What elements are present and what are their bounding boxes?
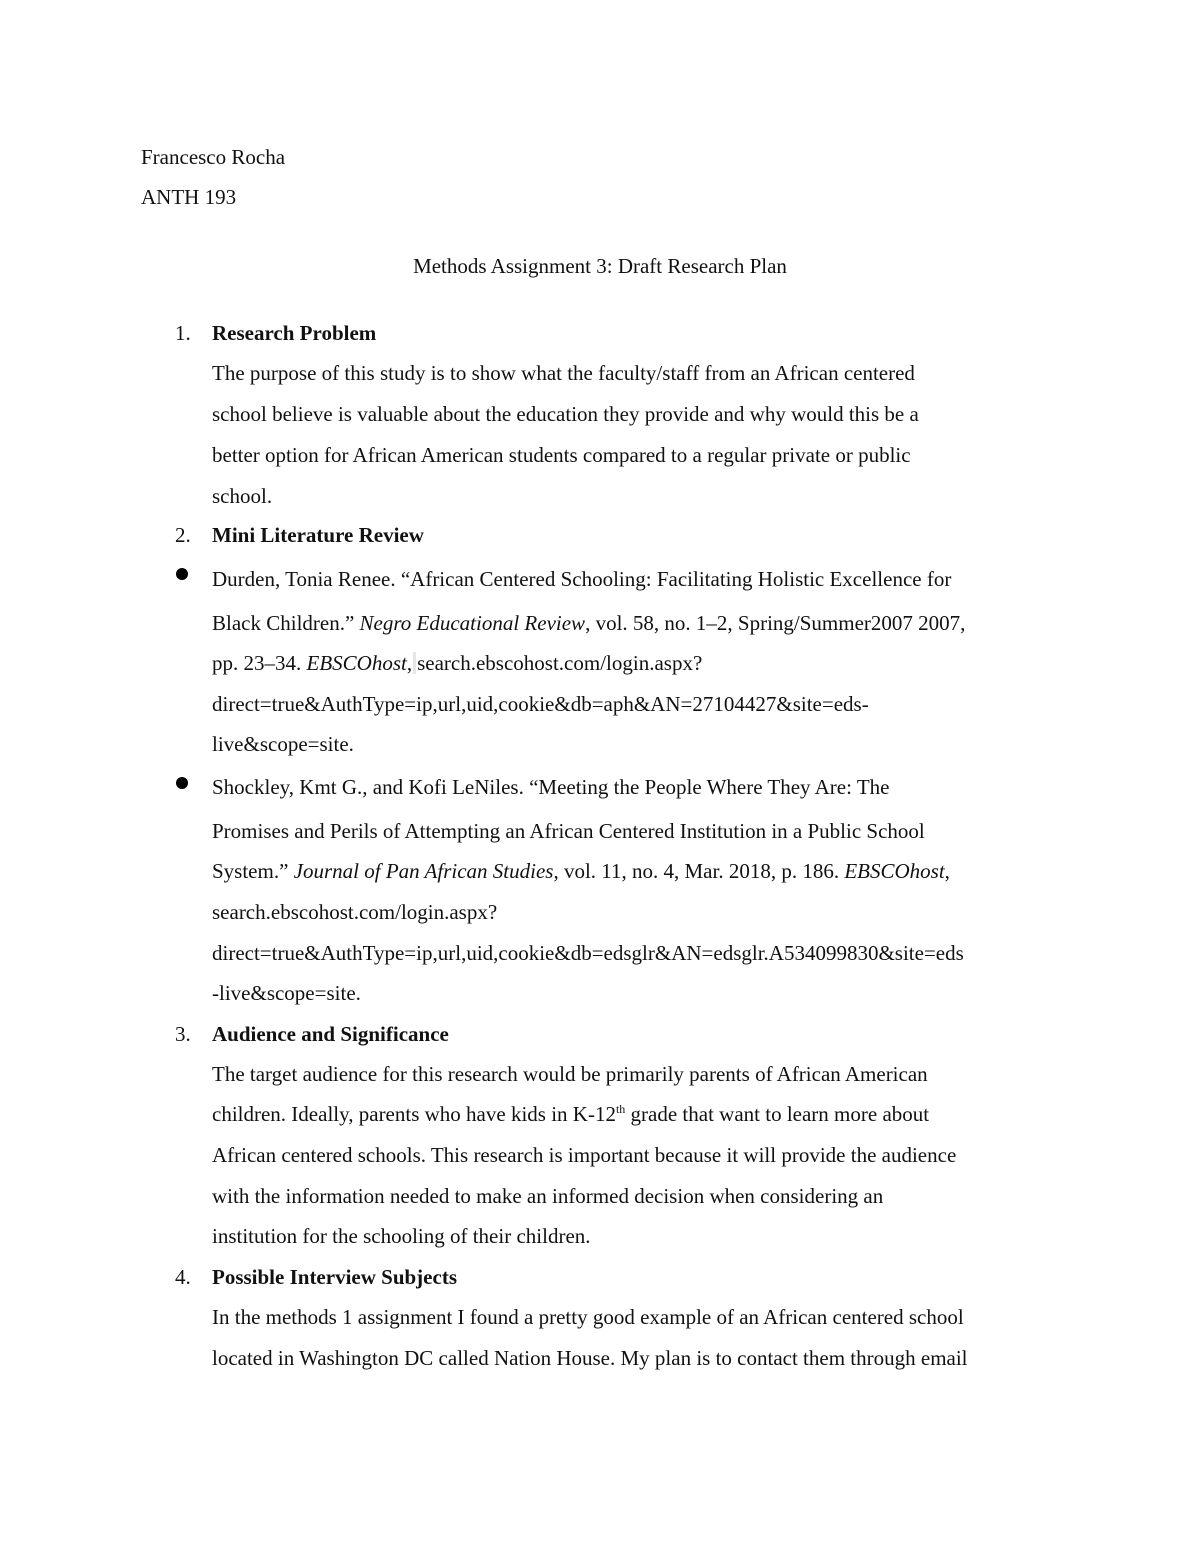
section-1-text-line: better option for African American students compared to a regular private or public: [212, 443, 911, 467]
text-cursor: [413, 652, 416, 674]
reference-1-line: Durden, Tonia Renee. “African Centered Schooling: Facilitating Holistic Excellence for: [212, 567, 952, 591]
reference-1-line: pp. 23–34. EBSCOhost, search.ebscohost.com/login.aspx?: [212, 651, 703, 675]
section-3-text-line: children. Ideally, parents who have kids in K-12th grade that want to learn more about: [212, 1102, 930, 1126]
bullet-icon: [176, 568, 188, 580]
reference-2-line: System.” Journal of Pan African Studies, vol. 11, no. 4, Mar. 2018, p. 186. EBSCOhost,: [212, 859, 950, 883]
journal-title: Negro Educational Review: [359, 611, 586, 635]
section-2-heading: Mini Literature Review: [212, 523, 424, 547]
reference-1-line: live&scope=site.: [212, 732, 354, 756]
reference-1-line: Black Children.” Negro Educational Review, vol. 58, no. 1–2, Spring/Summer2007 2007,: [212, 611, 966, 635]
reference-2-line: Promises and Perils of Attempting an African Centered Institution in a Public School: [212, 819, 925, 843]
section-3-text-line: with the information needed to make an informed decision when considering an: [212, 1184, 884, 1208]
section-1-text-line: The purpose of this study is to show what the faculty/staff from an African centered: [212, 361, 915, 385]
database-name: EBSCOhost: [306, 651, 407, 675]
section-3-text-line: African centered schools. This research is important because it will provide the audience: [212, 1143, 957, 1167]
author-name: Francesco Rocha: [141, 145, 286, 169]
reference-2-line: Shockley, Kmt G., and Kofi LeNiles. “Meeting the People Where They Are: The: [212, 775, 890, 799]
reference-2-line: direct=true&AuthType=ip,url,uid,cookie&db=edsglr&AN=edsglr.A534099830&site=eds: [212, 941, 964, 965]
section-3-text-line: institution for the schooling of their children.: [212, 1224, 591, 1248]
reference-2-line: -live&scope=site.: [212, 981, 361, 1005]
section-1-text-line: school.: [212, 484, 273, 508]
section-4-text-line: located in Washington DC called Nation House. My plan is to contact them through email: [212, 1346, 968, 1370]
reference-2-line: search.ebscohost.com/login.aspx?: [212, 900, 498, 924]
section-3-text-line: The target audience for this research would be primarily parents of African American: [212, 1062, 928, 1086]
document-title: Methods Assignment 3: Draft Research Plan: [413, 254, 787, 278]
section-4-heading: Possible Interview Subjects: [212, 1265, 457, 1289]
course-code: ANTH 193: [141, 185, 237, 209]
bullet-icon: [176, 777, 188, 789]
section-3-heading: Audience and Significance: [212, 1022, 449, 1046]
section-1-text-line: school believe is valuable about the education they provide and why would this be a: [212, 402, 919, 426]
section-1-number: 1.: [175, 321, 191, 345]
section-3-number: 3.: [175, 1022, 191, 1046]
section-1-heading: Research Problem: [212, 321, 377, 345]
section-2-number: 2.: [175, 523, 191, 547]
section-4-number: 4.: [175, 1265, 191, 1289]
database-name: EBSCOhost: [844, 859, 945, 883]
reference-1-line: direct=true&AuthType=ip,url,uid,cookie&db=aph&AN=27104427&site=eds-: [212, 692, 869, 716]
section-4-text-line: In the methods 1 assignment I found a pretty good example of an African centered school: [212, 1305, 964, 1329]
journal-title: Journal of Pan African Studies: [293, 859, 554, 883]
